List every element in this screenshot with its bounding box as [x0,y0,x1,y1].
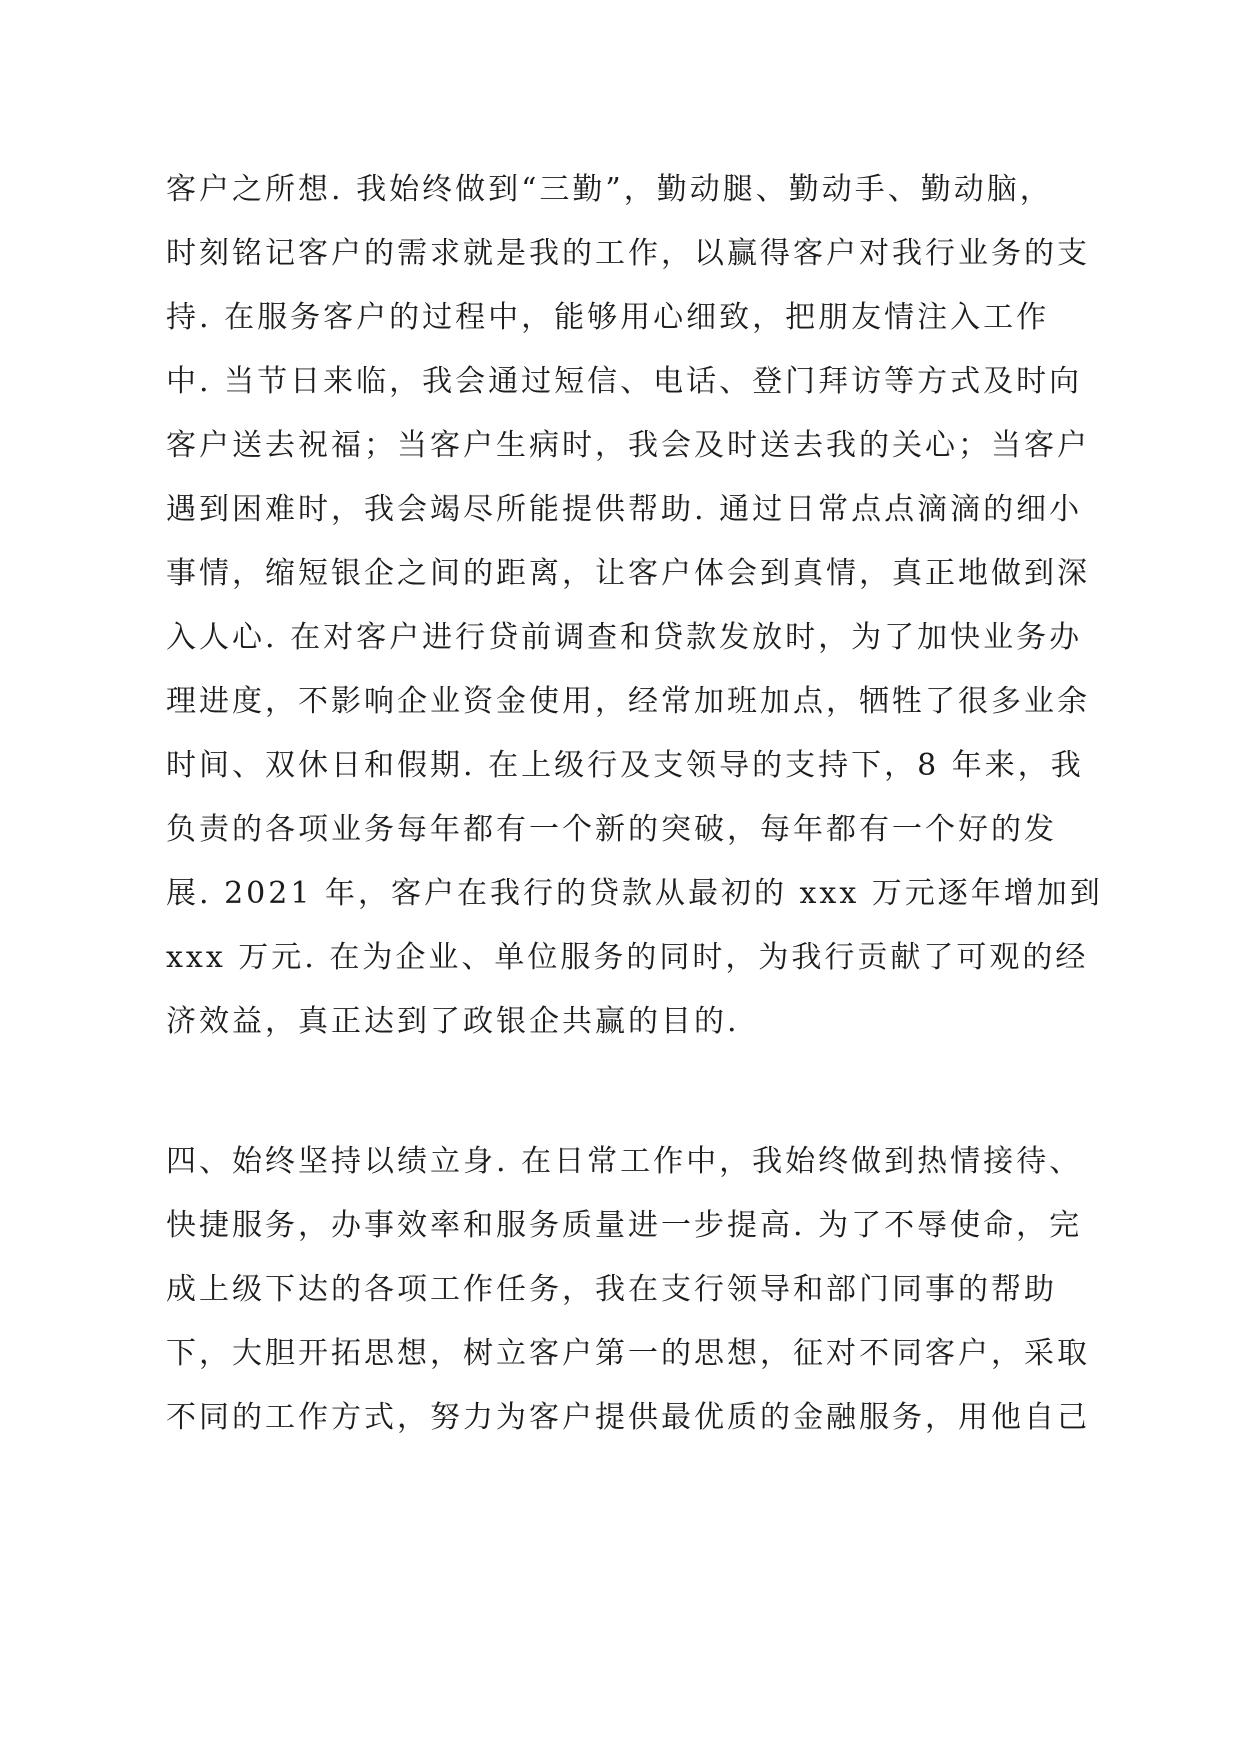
text-line: 理进度，不影响企业资金使用，经常加班加点，牺牲了很多业余 [166,684,1090,719]
text-line: 展. 2021 年，客户在我行的贷款从最初的 xxx 万元逐年增加到 [166,876,1103,911]
text-line: 时间、双休日和假期. 在上级行及支领导的支持下，8 年来，我 [166,748,1084,783]
text-line: 时刻铭记客户的需求就是我的工作，以赢得客户对我行业务的支 [166,236,1090,271]
text-line: 客户之所想. 我始终做到“三勤”，勤动腿、勤动手、勤动脑， [166,172,1053,207]
text-line: 入人心. 在对客户进行贷前调查和贷款发放时，为了加快业务办 [166,620,1083,655]
text-line: 下，大胆开拓思想，树立客户第一的思想，征对不同客户，采取 [166,1336,1090,1371]
text-line: 不同的工作方式，努力为客户提供最优质的金融服务，用他自己 [166,1400,1090,1435]
paragraph-gap [166,1054,1096,1130]
paragraph-2 [166,1130,1096,1450]
text-line: 持. 在服务客户的过程中，能够用心细致，把朋友情注入工作 [166,300,1050,335]
text-line: 遇到困难时，我会竭尽所能提供帮助. 通过日常点点滴滴的细小 [166,492,1083,527]
text-line: 四、始终坚持以绩立身. 在日常工作中，我始终做到热情接待、 [166,1144,1083,1179]
text-line: 济效益，真正达到了政银企共赢的目的. [166,1004,740,1039]
text-line: xxx 万元. 在为企业、单位服务的同时，为我行贡献了可观的经 [166,940,1089,975]
text-line: 中. 当节日来临，我会通过短信、电话、登门拜访等方式及时向 [166,364,1083,399]
text-line: 成上级下达的各项工作任务，我在支行领导和部门同事的帮助 [166,1272,1057,1307]
text-line: 事情，缩短银企之间的距离，让客户体会到真情，真正地做到深 [166,556,1090,591]
document-body [166,158,1103,1450]
paragraph-1 [166,158,1103,1054]
text-line: 客户送去祝福；当客户生病时，我会及时送去我的关心；当客户 [166,428,1090,463]
text-line: 负责的各项业务每年都有一个新的突破，每年都有一个好的发 [166,812,1057,847]
text-line: 快捷服务，办事效率和服务质量进一步提高. 为了不辱使命，完 [166,1208,1083,1243]
